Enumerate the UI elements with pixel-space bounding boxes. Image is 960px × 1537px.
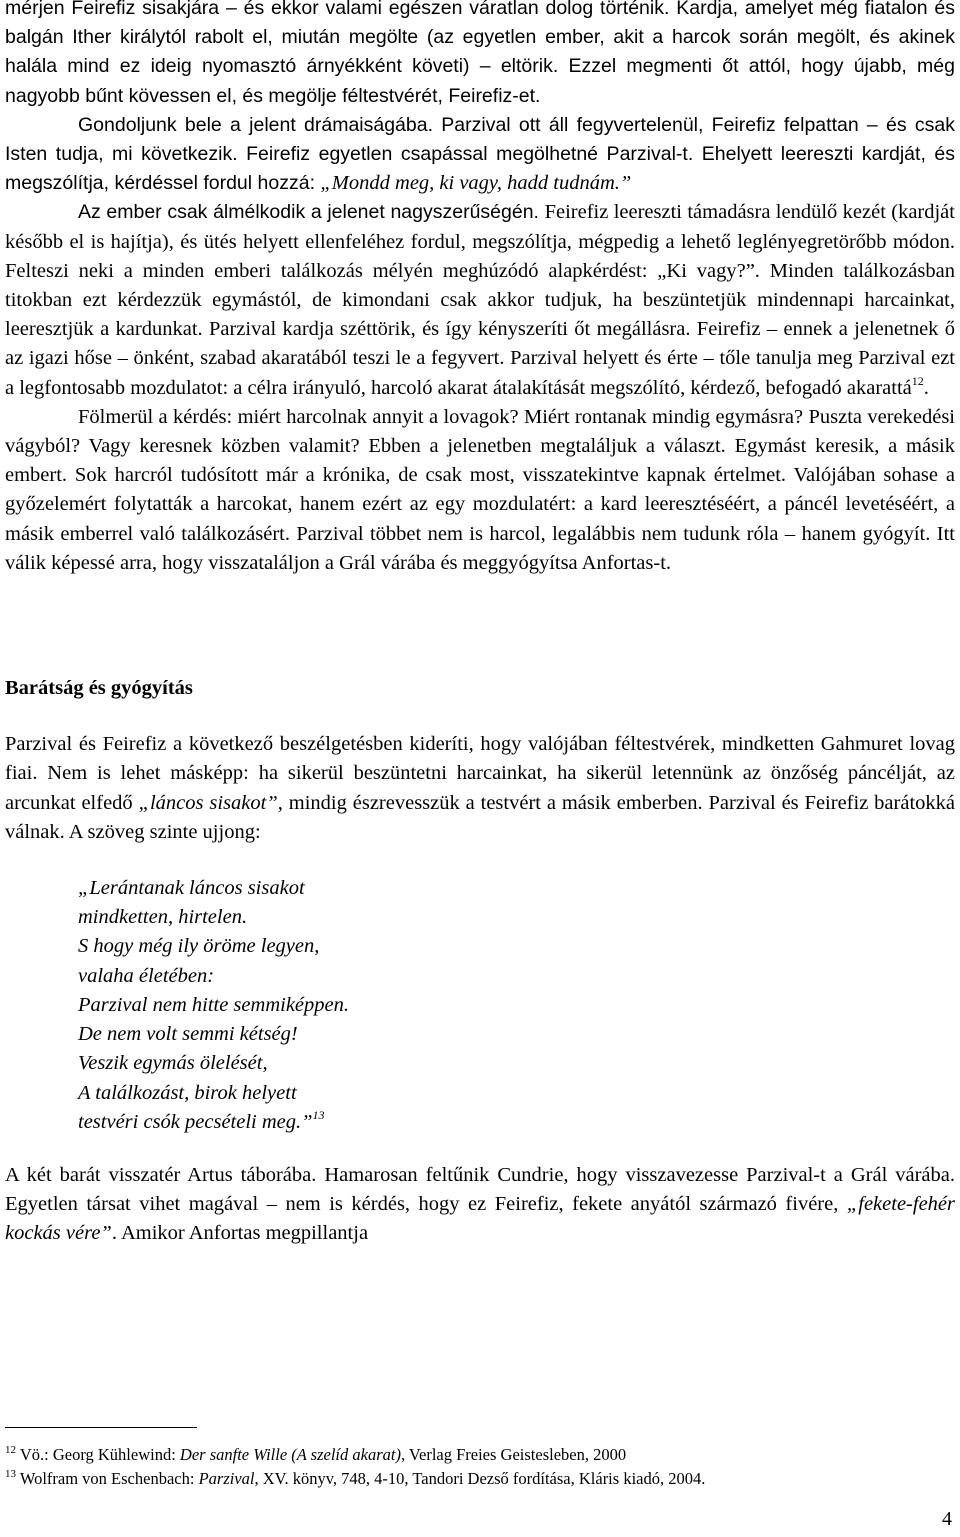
footnote-divider	[5, 1427, 197, 1428]
paragraph-section-2-b: . Amikor Anfortas megpillantja	[111, 1222, 369, 1245]
footnote-text: , Verlag Freies Geistesleben, 2000	[400, 1445, 627, 1464]
poem-line: Veszik egymás ölelését,	[78, 1052, 268, 1075]
poem-line: testvéri csók pecsételi meg.”	[78, 1110, 313, 1133]
footnote-number: 12	[5, 1444, 16, 1456]
quote-mondd-meg: „Mondd meg, ki vagy, hadd tudnám.”	[320, 172, 632, 195]
footnotes	[5, 1443, 955, 1491]
quote-lancos-sisakot: „láncos sisakot”	[138, 791, 278, 814]
section-heading: Barátság és gyógyítás	[5, 677, 193, 700]
paragraph-section-2	[5, 1161, 955, 1249]
footnote-number: 13	[5, 1468, 16, 1480]
footnote-text: Vö.: Georg Kühlewind:	[16, 1445, 180, 1464]
poem-line: mindketten, hirtelen.	[78, 906, 248, 929]
poem-line-last	[78, 1108, 955, 1137]
paragraph-intro-3-lead: Az ember csak álmélkodik a jelenet nagyszerűségén.	[78, 201, 545, 224]
footnote-text: , XV. könyv, 748, 4-10, Tandori Dezső fordítása, Kláris kiadó, 2004.	[254, 1469, 706, 1488]
footnote-ref-12[interactable]: 12	[911, 373, 924, 388]
footnote-ref-13[interactable]: 13	[312, 1107, 325, 1122]
paragraph-section-1	[5, 730, 955, 847]
quote-fekete-feher: „fekete-fehér kockás vére”	[5, 1193, 955, 1245]
paragraph-intro-3-end: .	[923, 376, 929, 399]
paragraph-intro-1	[5, 0, 955, 111]
footnote-12	[5, 1443, 955, 1467]
footnote-text: Wolfram von Eschenbach:	[16, 1469, 199, 1488]
poem-line: valaha életében:	[78, 964, 215, 987]
poem-line: S hogy még ily öröme legyen,	[78, 935, 320, 958]
document-page	[5, 0, 955, 1249]
poem-line: „Lerántanak láncos sisakot	[78, 877, 305, 900]
footnote-title: Parzival	[198, 1469, 255, 1488]
footnote-13	[5, 1467, 955, 1491]
paragraph-intro-4: Fölmerül a kérdés: miért harcolnak annyit a lovagok? Miért rontanak mindig egymásra? Puszta verekedési vágyból? Vagy keresnek közben valamit? Ebben a jelenetben megtaláljuk a választ. Egymást keresik, a másik embert. Sok harcról tudósított már a krónika, de csak most, visszatekintve kapnak értelmet. Valójában sohase a győzelemért folytatták a harcokat, hanem ezért az egy mozdulatért: a kard leeresztéséért, a páncél levetéséért, a másik emberrel való találkozásért. Parzival többet nem is harcol, legalábbis nem tudunk róla – hanem gyógyít. Itt válik képessé arra, hogy visszataláljon a Grál várába és meggyógyítsa Anfortas-t.	[5, 405, 955, 574]
paragraph-intro-3	[5, 198, 955, 402]
poem-line: Parzival nem hitte semmiképpen.	[78, 993, 349, 1016]
poem-quote	[78, 874, 955, 1137]
footnote-title: Der sanfte Wille (A szelíd akarat)	[179, 1445, 401, 1464]
spacer	[5, 578, 955, 674]
paragraph-section-2-a: A két barát visszatér Artus táborába. Hamarosan feltűnik Cundrie, hogy visszavezesse Parzival-t a Grál várába. Egyetlen társat vihet magával – nem is kérdés, hogy ez Feirefiz, fekete anyától származó fivére,	[5, 1163, 955, 1216]
paragraph-section-1-b: , mindig észrevesszük a testvért a másik emberben. Parzival és Feirefiz barátokká válnak. A szöveg szinte ujjong:	[5, 791, 956, 843]
paragraph-intro-2	[5, 111, 955, 199]
paragraph-intro-1-text: mérjen Feirefiz sisakjára – és ekkor valami egészen váratlan dolog történik. Kardja, amelyet még fiatalon és balgán Ither királytól rabolt el, miután megölte (az egyetlen ember, akit a harcok során megölt, és akinek halála mind ez ideig nyomasztó árnyékként követi) – eltörik. Ezzel megmenti őt attól, hogy újabb, még nagyobb bűnt kövessen el, és megölje féltestvérét, Feirefiz-et.	[5, 0, 955, 107]
paragraph-intro-2-text: Gondoljunk bele a jelent drámaiságába. Parzival ott áll fegyvertelenül, Feirefiz felpattan – és csak Isten tudja, mi következik. Feirefiz egyetlen csapással megölhetné Parzival-t. Ehelyett leereszti kardját, és megszólítja, kérdéssel fordul hozzá:	[5, 113, 955, 195]
paragraph-intro-3-text: Feirefiz leereszti támadásra lendülő kezét (kardját később el is hajítja), és ütés helyett ellenfeléhez fordul, megszólítja, mégpedig a lehető leglényegretörőbb módon. Felteszi neki a minden emberi találkozás mélyén meghúzódó alapkérdést: „Ki vagy?”. Minden találkozásban titokban ezt kérdezzük egymástól, de kimondani csak akkor tudjuk, ha beszüntetjük mindennapi harcainkat, leeresztjük a kardunkat. Parzival kardja széttörik, és így kényszeríti őt megállásra. Feirefiz – ennek a jelenetnek ő az igazi hőse – önként, szabad akaratából teszi le a fegyvert. Parzival helyett és érte – tőle tanulja meg Parzival ezt a legfontosabb mozdulatot: a célra irányuló, harcoló akarat átalakítását megszólító, kérdező, befogadó akarattá	[5, 201, 955, 399]
page-number: 4	[942, 1508, 952, 1530]
poem-line: De nem volt semmi kétség!	[78, 1023, 298, 1046]
paragraph-section-1-a: Parzival és Feirefiz a következő beszélgetésben kideríti, hogy valójában féltestvérek, mindketten Gahmuret lovag fiai. Nem is lehet másképp: ha sikerül beszüntetni harcainkat, ha sikerül letennünk az önzőség páncélját, az arcunkat elfedő	[5, 733, 955, 814]
poem-line: A találkozást, birok helyett	[78, 1081, 297, 1104]
